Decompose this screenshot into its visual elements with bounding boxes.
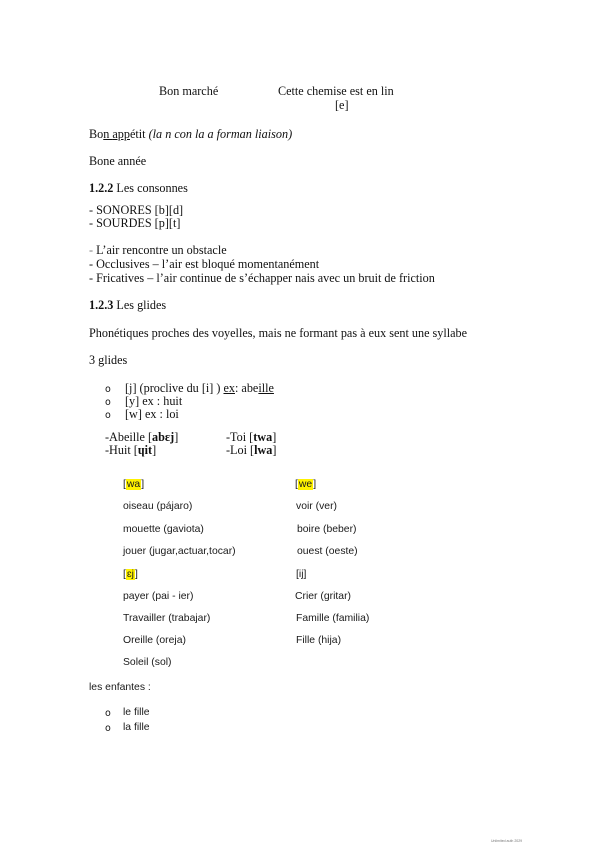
example-huit-ipa: ɥit (137, 443, 153, 457)
text-enfantes-label: les enfantes : (89, 682, 151, 693)
text-etit: étit (129, 127, 146, 141)
text-liaison-note: (la n con la a forman liaison) (148, 127, 293, 141)
bullet-marker: o (105, 723, 111, 734)
header-we-open: [ (295, 479, 298, 490)
text-bo: Bo (89, 127, 104, 141)
heading-glides-num: 1.2.3 (89, 298, 114, 312)
word-left: payer (pai - ier) (123, 591, 194, 602)
word-right: Famille (familia) (296, 613, 370, 624)
text-obstacle (89, 243, 227, 257)
header-wa-open: [ (123, 479, 126, 490)
heading-consonnes-title: Les consonnes (113, 181, 188, 195)
text-cette-chemise: Cette chemise est en lin (278, 84, 394, 98)
example-huit-post: ] (152, 443, 157, 457)
text-occlusives: - Occlusives – l’air est bloqué momentanément (89, 257, 320, 271)
example-abeille (105, 430, 178, 444)
example-toi-pre: -Toi [ (226, 430, 254, 444)
example-abeille-pre: -Abeille [ (105, 430, 153, 444)
text-app: app (112, 127, 130, 141)
text-bone-annee: Bone année (89, 154, 147, 168)
bullet-marker: o (105, 397, 111, 408)
example-loi-post: ] (272, 443, 277, 457)
header-wa-close: ] (141, 479, 145, 490)
text-gray-dash: - (89, 243, 94, 257)
word-right: Fille (hija) (296, 635, 342, 646)
text-liaison-n: n (103, 127, 113, 141)
heading-glides (89, 298, 166, 312)
example-toi-post: ] (272, 430, 277, 444)
bullet-marker: o (105, 384, 111, 395)
word-left: Travailler (trabajar) (123, 613, 211, 624)
word-left: Oreille (oreja) (123, 635, 186, 646)
glide-item-j-ill: ille (258, 381, 274, 395)
text-bon-appetit (89, 127, 292, 141)
heading-consonnes-num: 1.2.2 (89, 181, 114, 195)
word-left: Soleil (sol) (123, 657, 172, 668)
glide-item-j (125, 381, 274, 395)
glide-item-j-mid: : abe (235, 381, 259, 395)
text-obstacle-body: L’air rencontre un obstacle (93, 243, 227, 257)
word-right: ouest (oeste) (297, 546, 358, 557)
example-huit-pre: -Huit [ (105, 443, 138, 457)
glide-item-j-ex: ex (223, 381, 235, 395)
text-sonores: - SONORES [b][d] (89, 203, 184, 217)
header-ej-close: ] (134, 569, 138, 580)
header-ej (123, 568, 138, 582)
header-we (295, 478, 316, 492)
text-glides-count: 3 glides (89, 353, 128, 367)
text-glides-description: Phonétiques proches des voyelles, mais ne formant pas à eux sent une syllabe (89, 326, 468, 340)
bullet-marker: o (105, 708, 111, 719)
word-left: jouer (jugar,actuar,tocar) (123, 546, 236, 557)
heading-glides-title: Les glides (113, 298, 167, 312)
glide-item-w: [w] ex : loi (125, 407, 179, 421)
text-sourdes: - SOURDES [p][t] (89, 216, 181, 230)
example-loi (226, 443, 276, 457)
word-right: Crier (gritar) (295, 591, 351, 602)
header-ej-highlight: ɛj (126, 569, 134, 580)
header-ej-open: [ (123, 569, 126, 580)
example-toi-ipa: twa (253, 430, 273, 444)
text-fricatives: - Fricatives – l’air continue de s’échapper nais avec un bruit de friction (89, 271, 435, 285)
word-right: voir (ver) (296, 501, 337, 512)
example-loi-pre: -Loi [ (226, 443, 255, 457)
glide-item-j-text: [j] (proclive du [i] ) (125, 381, 224, 395)
heading-consonnes (89, 181, 188, 195)
header-ij: [ij] (296, 569, 307, 580)
list-item: le fille (123, 707, 150, 718)
word-left: oiseau (pájaro) (123, 501, 193, 512)
header-wa (123, 478, 144, 492)
example-abeille-ipa: abɛj (152, 430, 175, 444)
header-wa-highlight: wa (126, 479, 141, 490)
header-we-highlight: we (298, 479, 313, 490)
example-toi (226, 430, 276, 444)
bullet-marker: o (105, 410, 111, 421)
list-item: la fille (123, 722, 150, 733)
glide-item-y: [y] ex : huit (125, 394, 183, 408)
text-bon-marche: Bon marché (159, 84, 219, 98)
header-we-close: ] (313, 479, 317, 490)
word-left: mouette (gaviota) (123, 524, 204, 535)
example-loi-ipa: lwa (254, 443, 273, 457)
word-right: boire (beber) (297, 524, 357, 535)
example-abeille-post: ] (174, 430, 179, 444)
footer-watermark: Unlimited auth 2029 (491, 839, 523, 843)
text-phonetic-e: [e] (335, 98, 349, 112)
example-huit (105, 443, 156, 457)
